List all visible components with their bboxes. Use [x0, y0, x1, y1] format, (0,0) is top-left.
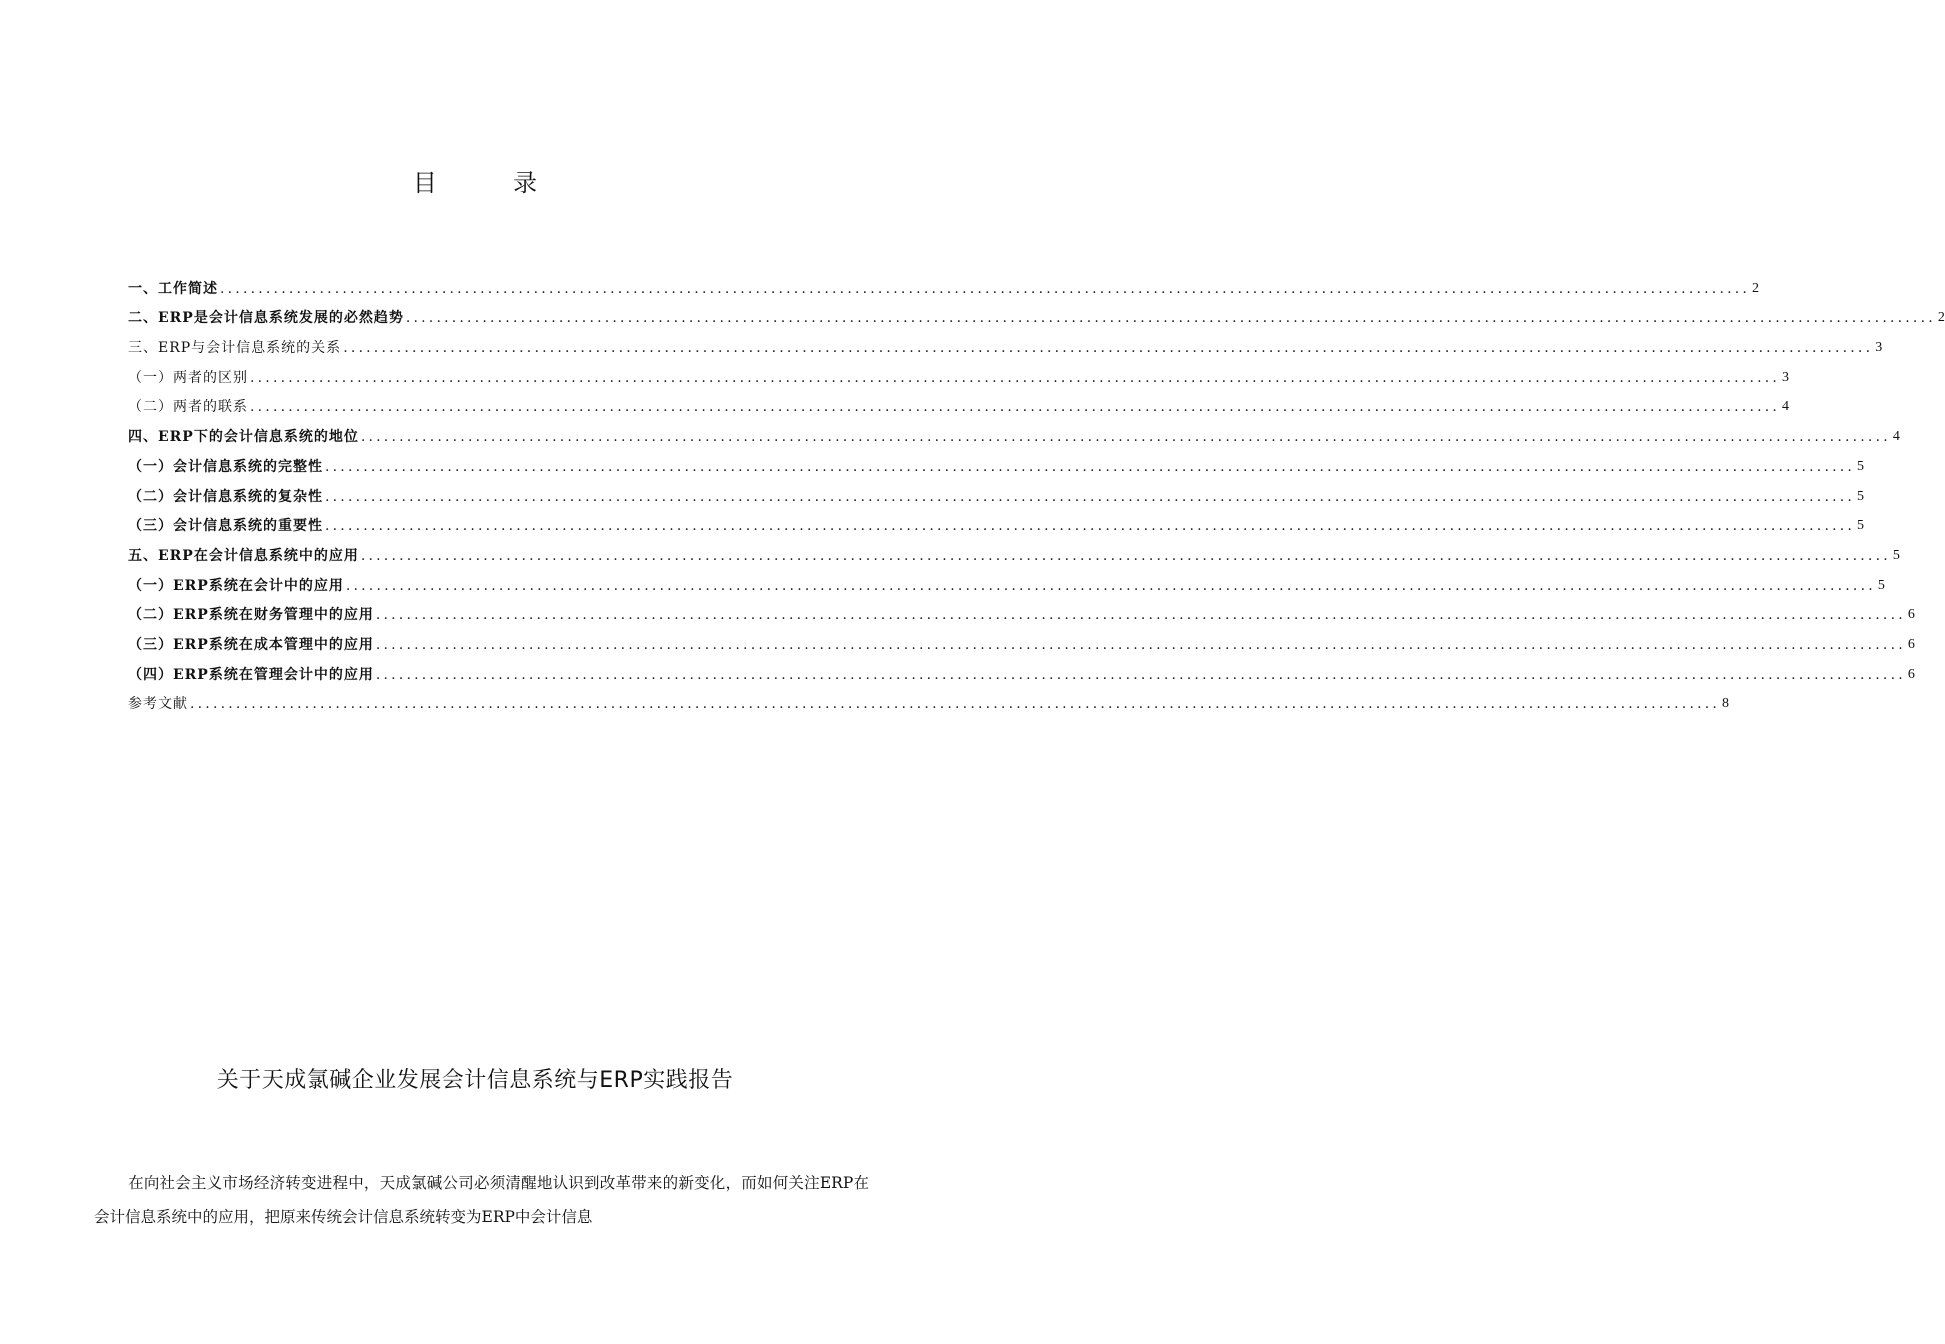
- toc-entry-label: 一、工作简述: [128, 280, 218, 297]
- toc-entry-page: 4: [1782, 399, 1790, 415]
- toc-entry-page: 4: [1892, 429, 1900, 445]
- toc-entry[interactable]: [128, 268, 1760, 298]
- toc-entry-label: 参考文献: [128, 696, 188, 713]
- toc-leader-dots: ........................................................................................................................................................................................................: [325, 518, 1856, 535]
- toc-entry[interactable]: [128, 476, 1865, 506]
- toc-entry-page: 5: [1857, 458, 1865, 474]
- toc-entry[interactable]: [128, 684, 1730, 714]
- toc-entry-page: 5: [1857, 488, 1865, 504]
- toc-entry-page: 3: [1875, 340, 1883, 356]
- table-of-contents: [128, 268, 1945, 713]
- toc-entry[interactable]: [128, 298, 1945, 328]
- toc-leader-dots: ........................................................................................................................................................................................................: [220, 280, 1751, 297]
- toc-entry[interactable]: [128, 387, 1790, 417]
- toc-entry-page: 6: [1907, 607, 1915, 623]
- toc-entry-page: 5: [1892, 547, 1900, 563]
- toc-entry[interactable]: [128, 327, 1883, 357]
- toc-entry[interactable]: [128, 416, 1900, 446]
- toc-entry-label: （四）ERP系统在管理会计中的应用: [128, 666, 374, 683]
- toc-entry-label: 四、ERP下的会计信息系统的地位: [128, 429, 359, 446]
- toc-entry-page: 5: [1857, 518, 1865, 534]
- toc-leader-dots: ........................................................................................................................................................................................................: [375, 636, 1906, 653]
- toc-entry-label: 三、ERP与会计信息系统的关系: [128, 340, 342, 357]
- toc-entry-page: 6: [1907, 636, 1915, 652]
- toc-leader-dots: ........................................................................................................................................................................................................: [375, 666, 1906, 683]
- toc-entry-page: 3: [1782, 369, 1790, 385]
- toc-entry[interactable]: [128, 535, 1900, 565]
- toc-entry-label: （一）ERP系统在会计中的应用: [128, 577, 344, 594]
- body-text: [94, 1166, 869, 1234]
- toc-leader-dots: ........................................................................................................................................................................................................: [325, 488, 1856, 505]
- toc-entry[interactable]: [128, 565, 1885, 595]
- toc-leader-dots: ........................................................................................................................................................................................................: [360, 429, 1891, 446]
- toc-entry[interactable]: [128, 446, 1865, 476]
- toc-entry-label: （一）两者的区别: [128, 369, 248, 386]
- toc-leader-dots: ........................................................................................................................................................................................................: [345, 577, 1876, 594]
- toc-leader-dots: ........................................................................................................................................................................................................: [250, 399, 1781, 416]
- toc-entry-label: 五、ERP在会计信息系统中的应用: [128, 547, 359, 564]
- toc-leader-dots: ........................................................................................................................................................................................................: [190, 696, 1721, 713]
- toc-leader-dots: ........................................................................................................................................................................................................: [375, 607, 1906, 624]
- toc-entry-label: （二）会计信息系统的复杂性: [128, 488, 323, 505]
- toc-leader-dots: ........................................................................................................................................................................................................: [250, 369, 1781, 386]
- toc-leader-dots: ........................................................................................................................................................................................................: [360, 547, 1891, 564]
- toc-title: 目 录: [412, 169, 538, 197]
- document-title: 关于天成氯碱企业发展会计信息系统与ERP实践报告: [216, 1068, 734, 1093]
- toc-entry-page: 6: [1907, 666, 1915, 682]
- toc-leader-dots: ........................................................................................................................................................................................................: [343, 340, 1874, 357]
- toc-leader-dots: ........................................................................................................................................................................................................: [325, 458, 1856, 475]
- toc-entry[interactable]: [128, 624, 1915, 654]
- toc-entry[interactable]: [128, 595, 1915, 625]
- body-paragraph: 在向社会主义市场经济转变进程中，天成氯碱公司必须清醒地认识到改革带来的新变化，而如何关注ERP在会计信息系统中的应用，把原来传统会计信息系统转变为ERP中会计信息: [94, 1174, 869, 1226]
- toc-entry[interactable]: [128, 654, 1915, 684]
- toc-entry[interactable]: [128, 506, 1865, 536]
- toc-entry-page: 8: [1722, 696, 1730, 712]
- toc-entry-page: 2: [1752, 280, 1760, 296]
- toc-entry-label: （三）ERP系统在成本管理中的应用: [128, 636, 374, 653]
- toc-entry-page: 2: [1937, 310, 1945, 326]
- toc-entry[interactable]: [128, 357, 1790, 387]
- toc-leader-dots: ........................................................................................................................................................................................................: [405, 310, 1936, 327]
- toc-entry-page: 5: [1877, 577, 1885, 593]
- toc-entry-label: （二）两者的联系: [128, 399, 248, 416]
- toc-entry-label: （二）ERP系统在财务管理中的应用: [128, 607, 374, 624]
- toc-entry-label: （一）会计信息系统的完整性: [128, 458, 323, 475]
- toc-entry-label: 二、ERP是会计信息系统发展的必然趋势: [128, 310, 404, 327]
- toc-entry-label: （三）会计信息系统的重要性: [128, 518, 323, 535]
